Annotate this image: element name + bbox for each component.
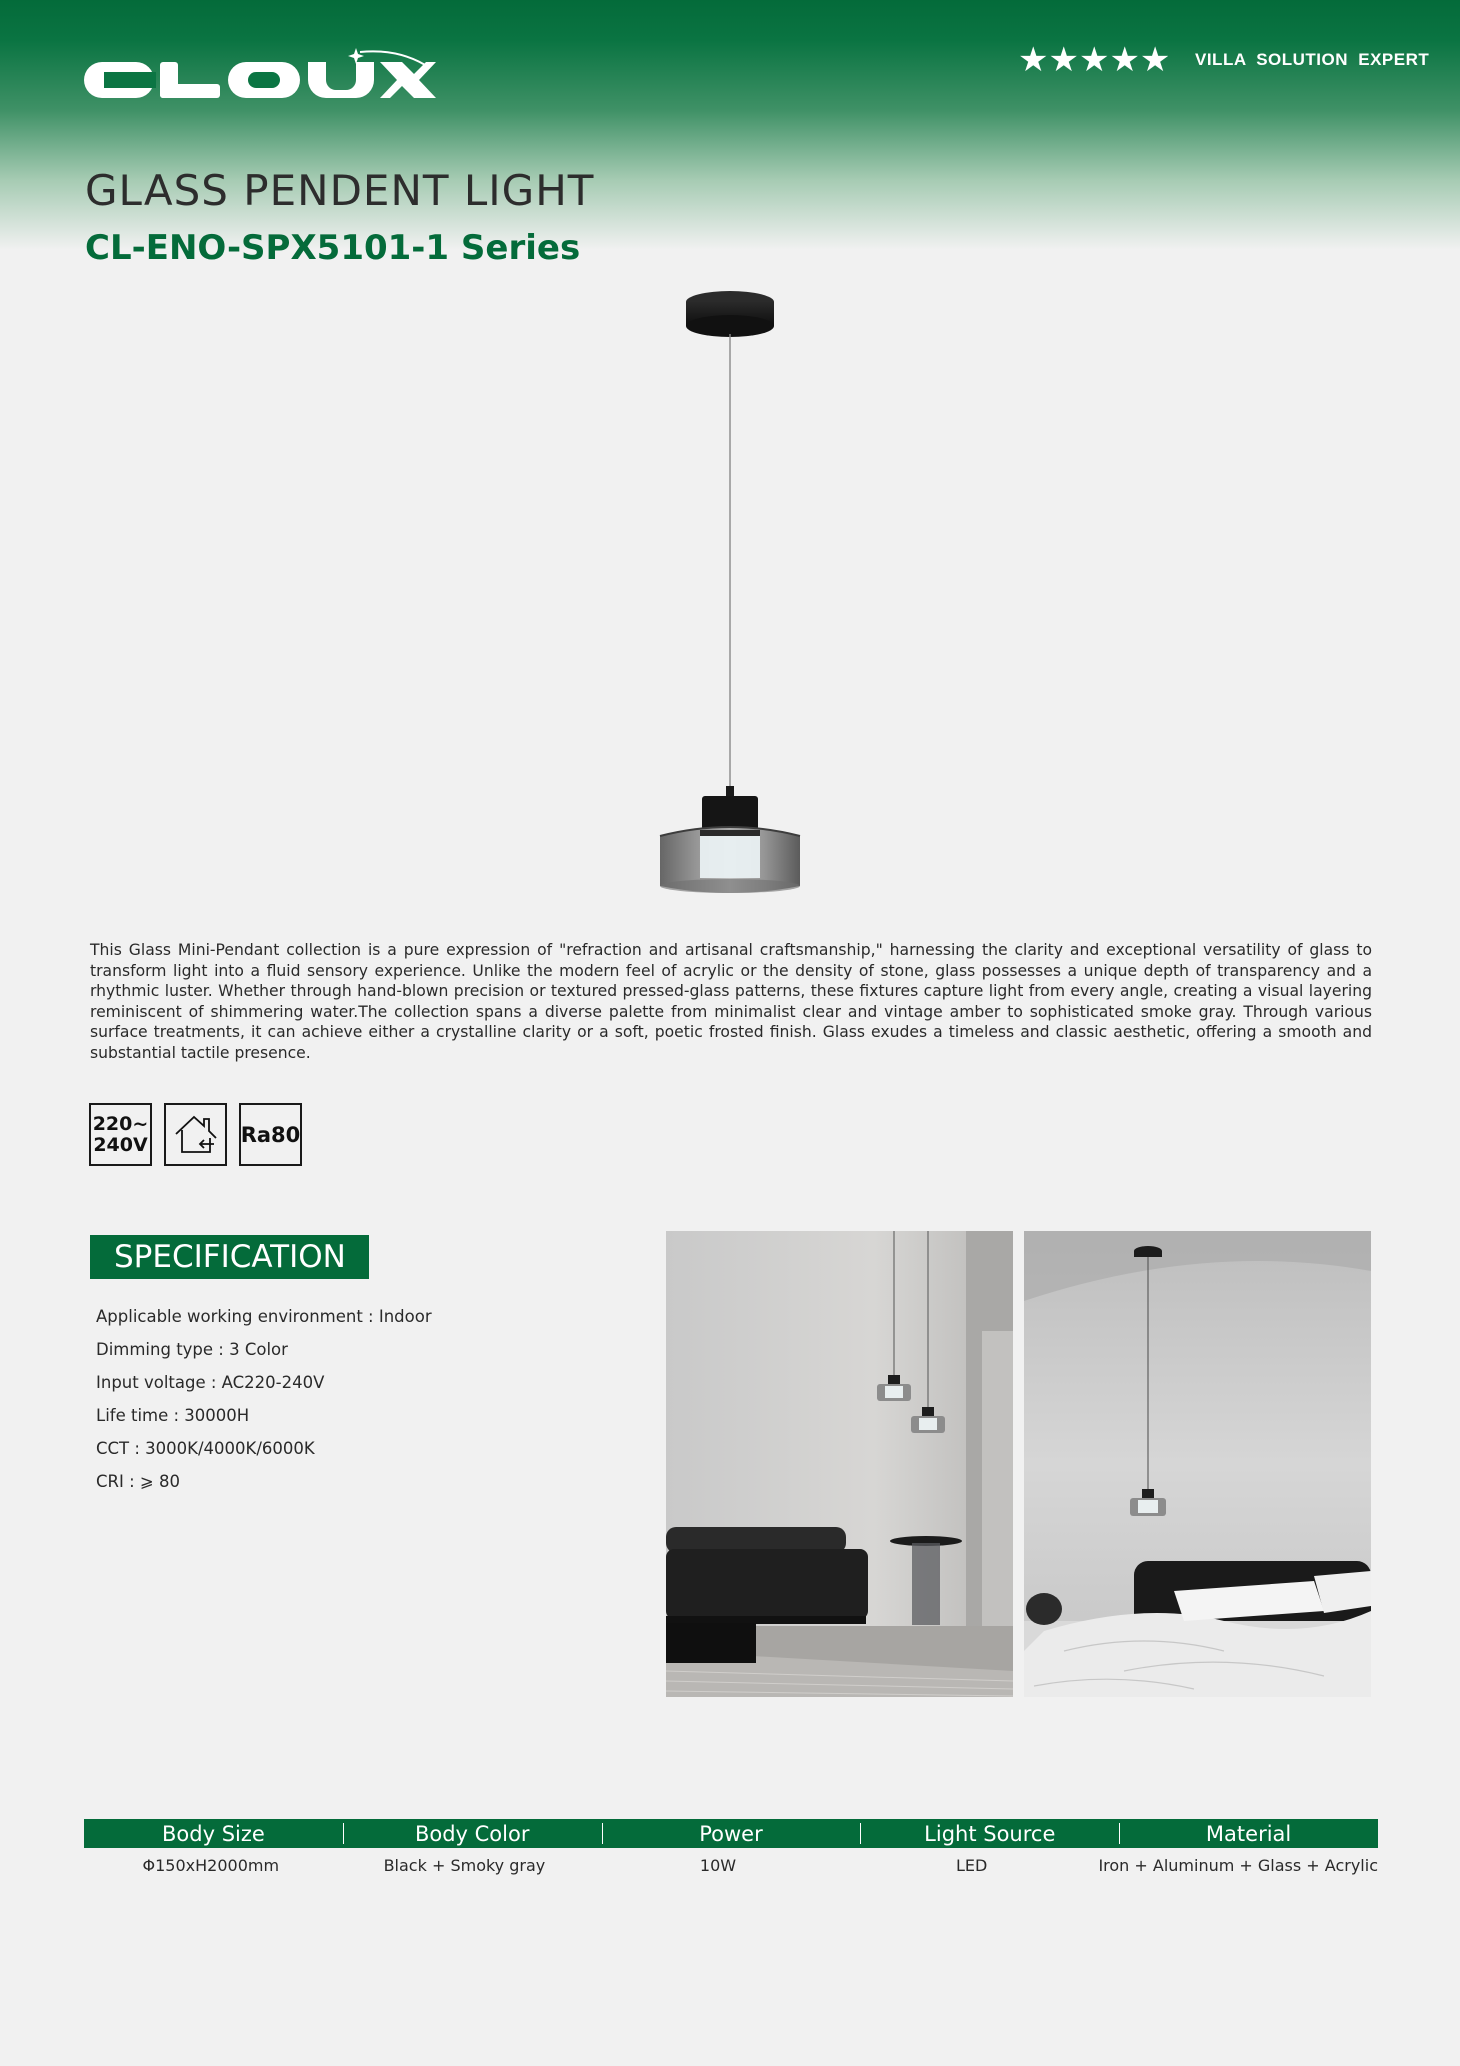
voltage-badge <box>89 1103 152 1166</box>
spec-item: Dimming type : 3 Color <box>96 1340 288 1359</box>
cri-badge: Ra80 <box>239 1103 302 1166</box>
header-material: Material <box>1119 1819 1378 1848</box>
indoor-house-icon <box>172 1112 220 1158</box>
value-light-source: LED <box>955 1856 988 1875</box>
spec-item: CRI : ⩾ 80 <box>96 1472 180 1491</box>
header-body-color: Body Color <box>343 1819 602 1848</box>
header-light-source: Light Source <box>860 1819 1119 1848</box>
specification-heading: SPECIFICATION <box>90 1235 369 1279</box>
bedroom-photo <box>1024 1231 1371 1697</box>
brand-tagline: VILLA SOLUTION EXPERT <box>1195 50 1430 69</box>
value-power: 10W <box>699 1856 737 1875</box>
product-description: This Glass Mini-Pendant collection is a pure expression of "refraction and artisanal craftsmanship," harnessing the clarity and exceptional versatility of glass to transform light into a fluid sensory experience. Unlike the modern feel of acrylic or the density of stone, glass possesses a unique depth of transparency and a rhythmic luster. Whether through hand-blown precision or textured pressed-glass patterns, these fixtures capture light from every angle, creating a visual layering reminiscent of shimmering water.The collection spans a diverse palette from minimalist clear and vintage amber to sophisticated smoke gray. Through various surface treatments, it can achieve either a crystalline clarity or a soft, poetic frosted finish. Glass exudes a timeless and classic aesthetic, offering a smooth and substantial tactile presence. <box>90 941 1372 1062</box>
value-body-color: Black + Smoky gray <box>383 1856 546 1875</box>
living-room-photo <box>666 1231 1013 1697</box>
spec-item: Input voltage : AC220-240V <box>96 1373 325 1392</box>
indoor-badge <box>164 1103 227 1166</box>
value-material: Iron + Aluminum + Glass + Acrylic <box>1098 1856 1378 1875</box>
header-banner <box>0 0 1460 260</box>
specification-list <box>96 1300 432 1498</box>
voltage-line-1: 220~ <box>92 1112 149 1135</box>
page-title: GLASS PENDENT LIGHT <box>85 166 595 215</box>
header-power: Power <box>602 1819 861 1848</box>
spec-item: Life time : 30000H <box>96 1406 250 1425</box>
spec-item: CCT : 3000K/4000K/6000K <box>96 1439 315 1458</box>
header-body-size: Body Size <box>162 1822 265 1846</box>
rating-stars: ★★★★★ <box>1018 40 1171 80</box>
spec-table-header <box>84 1819 1378 1848</box>
feature-badges <box>89 1103 302 1166</box>
series-subtitle: CL-ENO-SPX5101-1 Series <box>85 228 581 268</box>
cloux-logo <box>84 46 436 102</box>
value-body-size: Φ150xH2000mm <box>142 1856 280 1875</box>
spec-item: Applicable working environment : Indoor <box>96 1307 432 1326</box>
voltage-line-2: 240V <box>93 1133 148 1156</box>
pendant-light-illustration <box>640 290 820 910</box>
spec-table-row <box>84 1856 1378 1875</box>
